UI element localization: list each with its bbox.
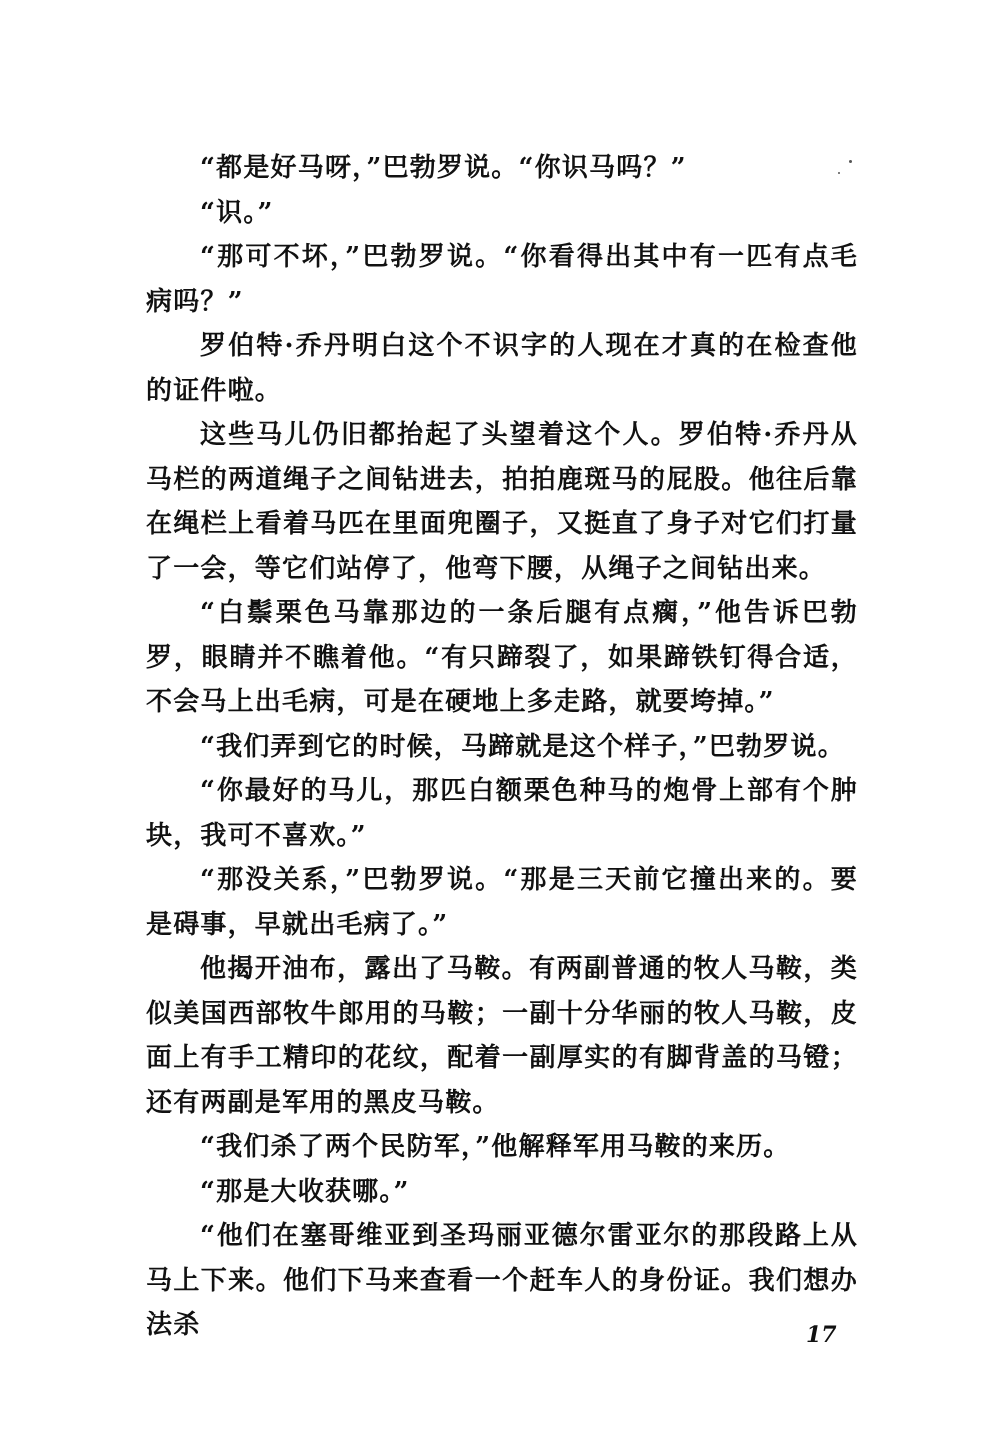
body-text [146,146,858,1348]
paragraph: “那没关系，”巴勃罗说。“那是三天前它撞出来的。要是碍事，早就出毛病了。” [146,865,858,940]
page-number: 17 [806,1322,837,1348]
paragraph: 这些马儿仍旧都抬起了头望着这个人。罗伯特·乔丹从马栏的两道绳子之间钻进去，拍拍鹿斑马的屁股。他往后靠在绳栏上看着马匹在里面兜圈子，又挺直了身子对它们打量了一会，等它们站停了，他弯下腰，从绳子之间钻出来。 [146,420,858,584]
paragraph: 罗伯特·乔丹明白这个不识字的人现在才真的在检查他的证件啦。 [146,331,858,406]
paragraph: “识。” [200,197,274,228]
paragraph: “都是好马呀，”巴勃罗说。“你识马吗？” [200,153,687,183]
paragraph: 他揭开油布，露出了马鞍。有两副普通的牧人马鞍，类似美国西部牧牛郎用的马鞍；一副十分华丽的牧人马鞍，皮面上有手工精印的花纹，配着一副厚实的有脚背盖的马镫；还有两副是军用的黑皮马鞍。 [146,954,858,1118]
scan-speck [849,160,852,163]
paragraph: “我们弄到它的时候，马蹄就是这个样子，”巴勃罗说。 [200,731,845,762]
paragraph: “你最好的马儿，那匹白额栗色种马的炮骨上部有个肿块，我可不喜欢。” [146,776,858,851]
paragraph: “我们杀了两个民防军，”他解释军用马鞍的来历。 [200,1132,791,1162]
paragraph: “那是大收获哪。” [200,1176,410,1207]
scan-speck [838,172,840,174]
paragraph: “他们在塞哥维亚到圣玛丽亚德尔雷亚尔的那段路上从马上下来。他们下马来查看一个赶车人的身份证。我们想办法杀 [146,1221,858,1340]
paragraph: “那可不坏，”巴勃罗说。“你看得出其中有一匹有点毛病吗？” [146,242,858,317]
paragraph: “白鬃栗色马靠那边的一条后腿有点瘸，”他告诉巴勃罗，眼睛并不瞧着他。“有只蹄裂了，如果蹄铁钉得合适，不会马上出毛病，可是在硬地上多走路，就要垮掉。” [146,598,858,717]
